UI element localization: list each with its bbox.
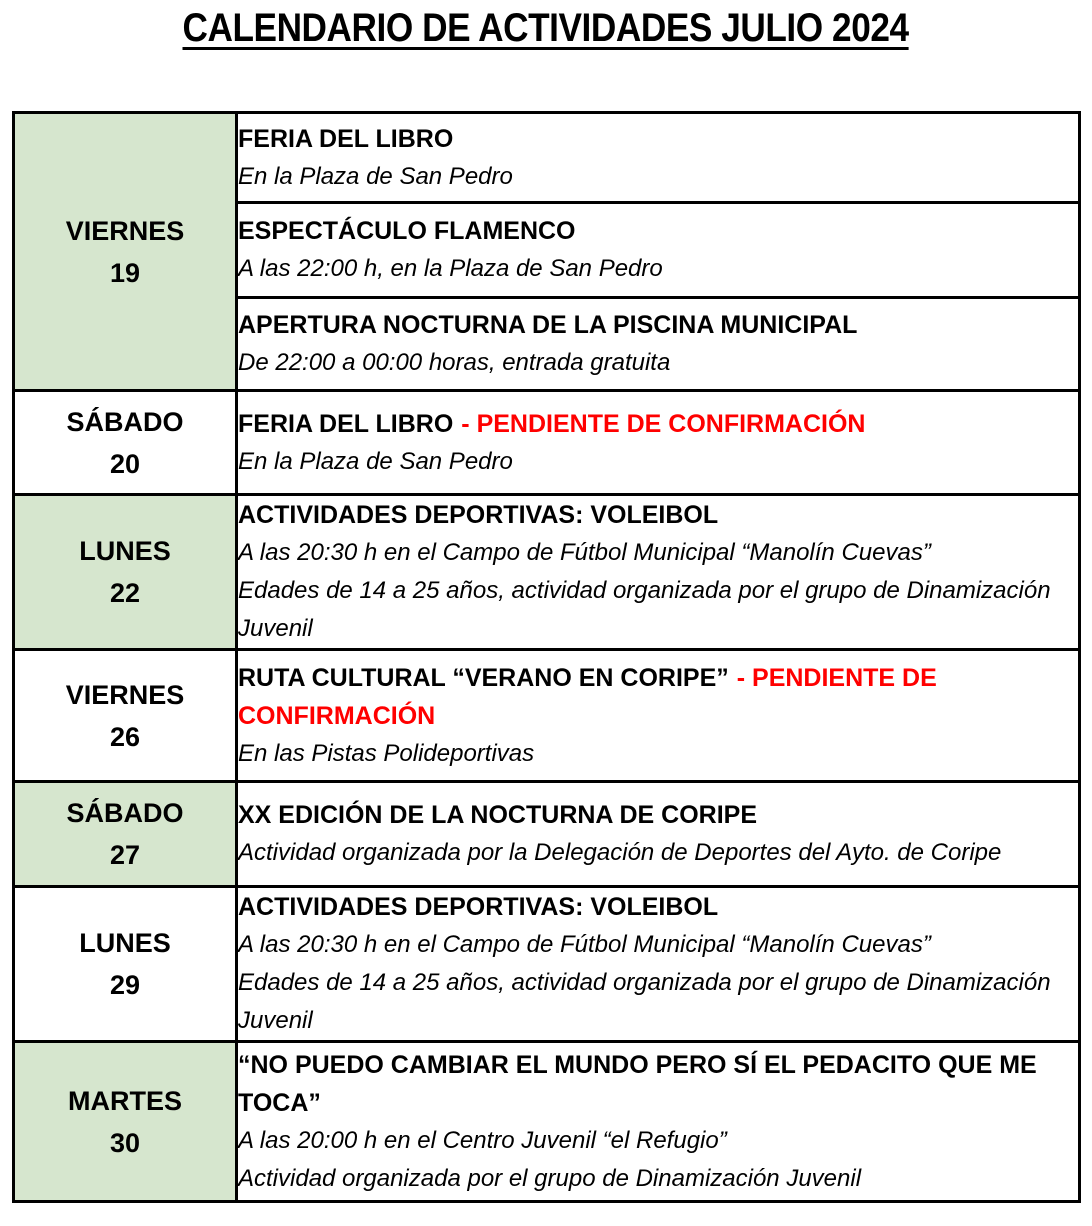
activity-title-text: FERIA DEL LIBRO xyxy=(238,409,454,438)
day-number: 22 xyxy=(109,578,141,608)
table-row xyxy=(14,650,1080,782)
day-cell-sabado-20 xyxy=(14,391,237,495)
day-number: 29 xyxy=(109,970,141,1000)
day-number: 27 xyxy=(109,840,141,870)
activity-title xyxy=(238,405,1078,443)
activity-cell xyxy=(237,391,1080,495)
activity-detail: Actividad organizada por el grupo de Dinamización Juvenil xyxy=(238,1164,862,1192)
activity-title: XX EDICIÓN DE LA NOCTURNA DE CORIPE xyxy=(238,801,758,829)
day-cell-lunes-29 xyxy=(14,887,237,1042)
activity-cell xyxy=(237,495,1080,650)
day-name: VIERNES xyxy=(65,679,185,710)
table-row xyxy=(14,391,1080,495)
table-row xyxy=(14,1042,1080,1202)
table-row xyxy=(14,887,1080,1042)
table-row xyxy=(14,113,1080,203)
day-name: LUNES xyxy=(79,928,171,958)
activities-calendar-table xyxy=(12,111,1081,1203)
day-number: 19 xyxy=(109,257,141,288)
activity-detail: Edades de 14 a 25 años, actividad organizada por el grupo de Dinamización Juvenil xyxy=(238,577,1051,642)
day-name: SÁBADO xyxy=(66,406,184,437)
activity-detail: A las 20:30 h en el Campo de Fútbol Municipal “Manolín Cuevas” xyxy=(238,539,931,566)
activity-title-text: RUTA CULTURAL “VERANO EN CORIPE” xyxy=(238,663,729,692)
day-number: 30 xyxy=(109,1127,141,1158)
activity-title: “NO PUEDO CAMBIAR EL MUNDO PERO SÍ EL PEDACITO QUE ME TOCA” xyxy=(238,1050,1037,1117)
activity-detail: Actividad organizada por la Delegación de Deportes del Ayto. de Coripe xyxy=(238,839,1002,866)
day-cell-martes-30 xyxy=(14,1042,237,1202)
activity-title: ACTIVIDADES DEPORTIVAS: VOLEIBOL xyxy=(238,501,719,529)
activity-title: ACTIVIDADES DEPORTIVAS: VOLEIBOL xyxy=(238,893,719,921)
activity-detail: A las 20:00 h en el Centro Juvenil “el Refugio” xyxy=(238,1126,727,1154)
day-cell-viernes-26 xyxy=(14,650,237,782)
day-name: MARTES xyxy=(68,1085,182,1116)
activity-detail: En la Plaza de San Pedro xyxy=(238,162,513,190)
page-title: CALENDARIO DE ACTIVIDADES JULIO 2024 xyxy=(182,6,910,50)
activity-title: FERIA DEL LIBRO xyxy=(238,124,454,153)
day-cell-viernes-19 xyxy=(14,113,237,391)
day-cell-sabado-27 xyxy=(14,782,237,887)
activity-detail: Edades de 14 a 25 años, actividad organizada por el grupo de Dinamización Juvenil xyxy=(238,969,1051,1034)
table-row xyxy=(14,495,1080,650)
day-name: LUNES xyxy=(79,536,171,566)
day-number: 26 xyxy=(109,721,141,752)
activity-detail: A las 20:30 h en el Campo de Fútbol Municipal “Manolín Cuevas” xyxy=(238,931,931,958)
table-row xyxy=(14,782,1080,887)
activity-cell xyxy=(237,298,1080,391)
activity-title: ESPECTÁCULO FLAMENCO xyxy=(238,217,576,245)
activity-cell xyxy=(237,203,1080,298)
pending-confirmation-label: - PENDIENTE DE CONFIRMACIÓN xyxy=(461,409,866,438)
activity-detail: En las Pistas Polideportivas xyxy=(238,739,535,767)
activity-title xyxy=(238,659,1078,735)
pending-confirmation-label: - PENDIENTE DE CONFIRMACIÓN xyxy=(238,663,937,730)
title-container xyxy=(0,0,1092,51)
activity-detail: En la Plaza de San Pedro xyxy=(238,447,513,475)
activity-cell xyxy=(237,782,1080,887)
activity-cell xyxy=(237,887,1080,1042)
day-number: 20 xyxy=(109,448,141,479)
activity-detail: A las 22:00 h, en la Plaza de San Pedro xyxy=(238,255,663,282)
day-name: VIERNES xyxy=(65,215,185,246)
day-cell-lunes-22 xyxy=(14,495,237,650)
activity-cell xyxy=(237,650,1080,782)
activity-detail: De 22:00 a 00:00 horas, entrada gratuita xyxy=(238,349,671,376)
activity-cell xyxy=(237,113,1080,203)
day-name: SÁBADO xyxy=(66,798,184,828)
activity-title: APERTURA NOCTURNA DE LA PISCINA MUNICIPAL xyxy=(238,311,858,339)
activity-cell xyxy=(237,1042,1080,1202)
